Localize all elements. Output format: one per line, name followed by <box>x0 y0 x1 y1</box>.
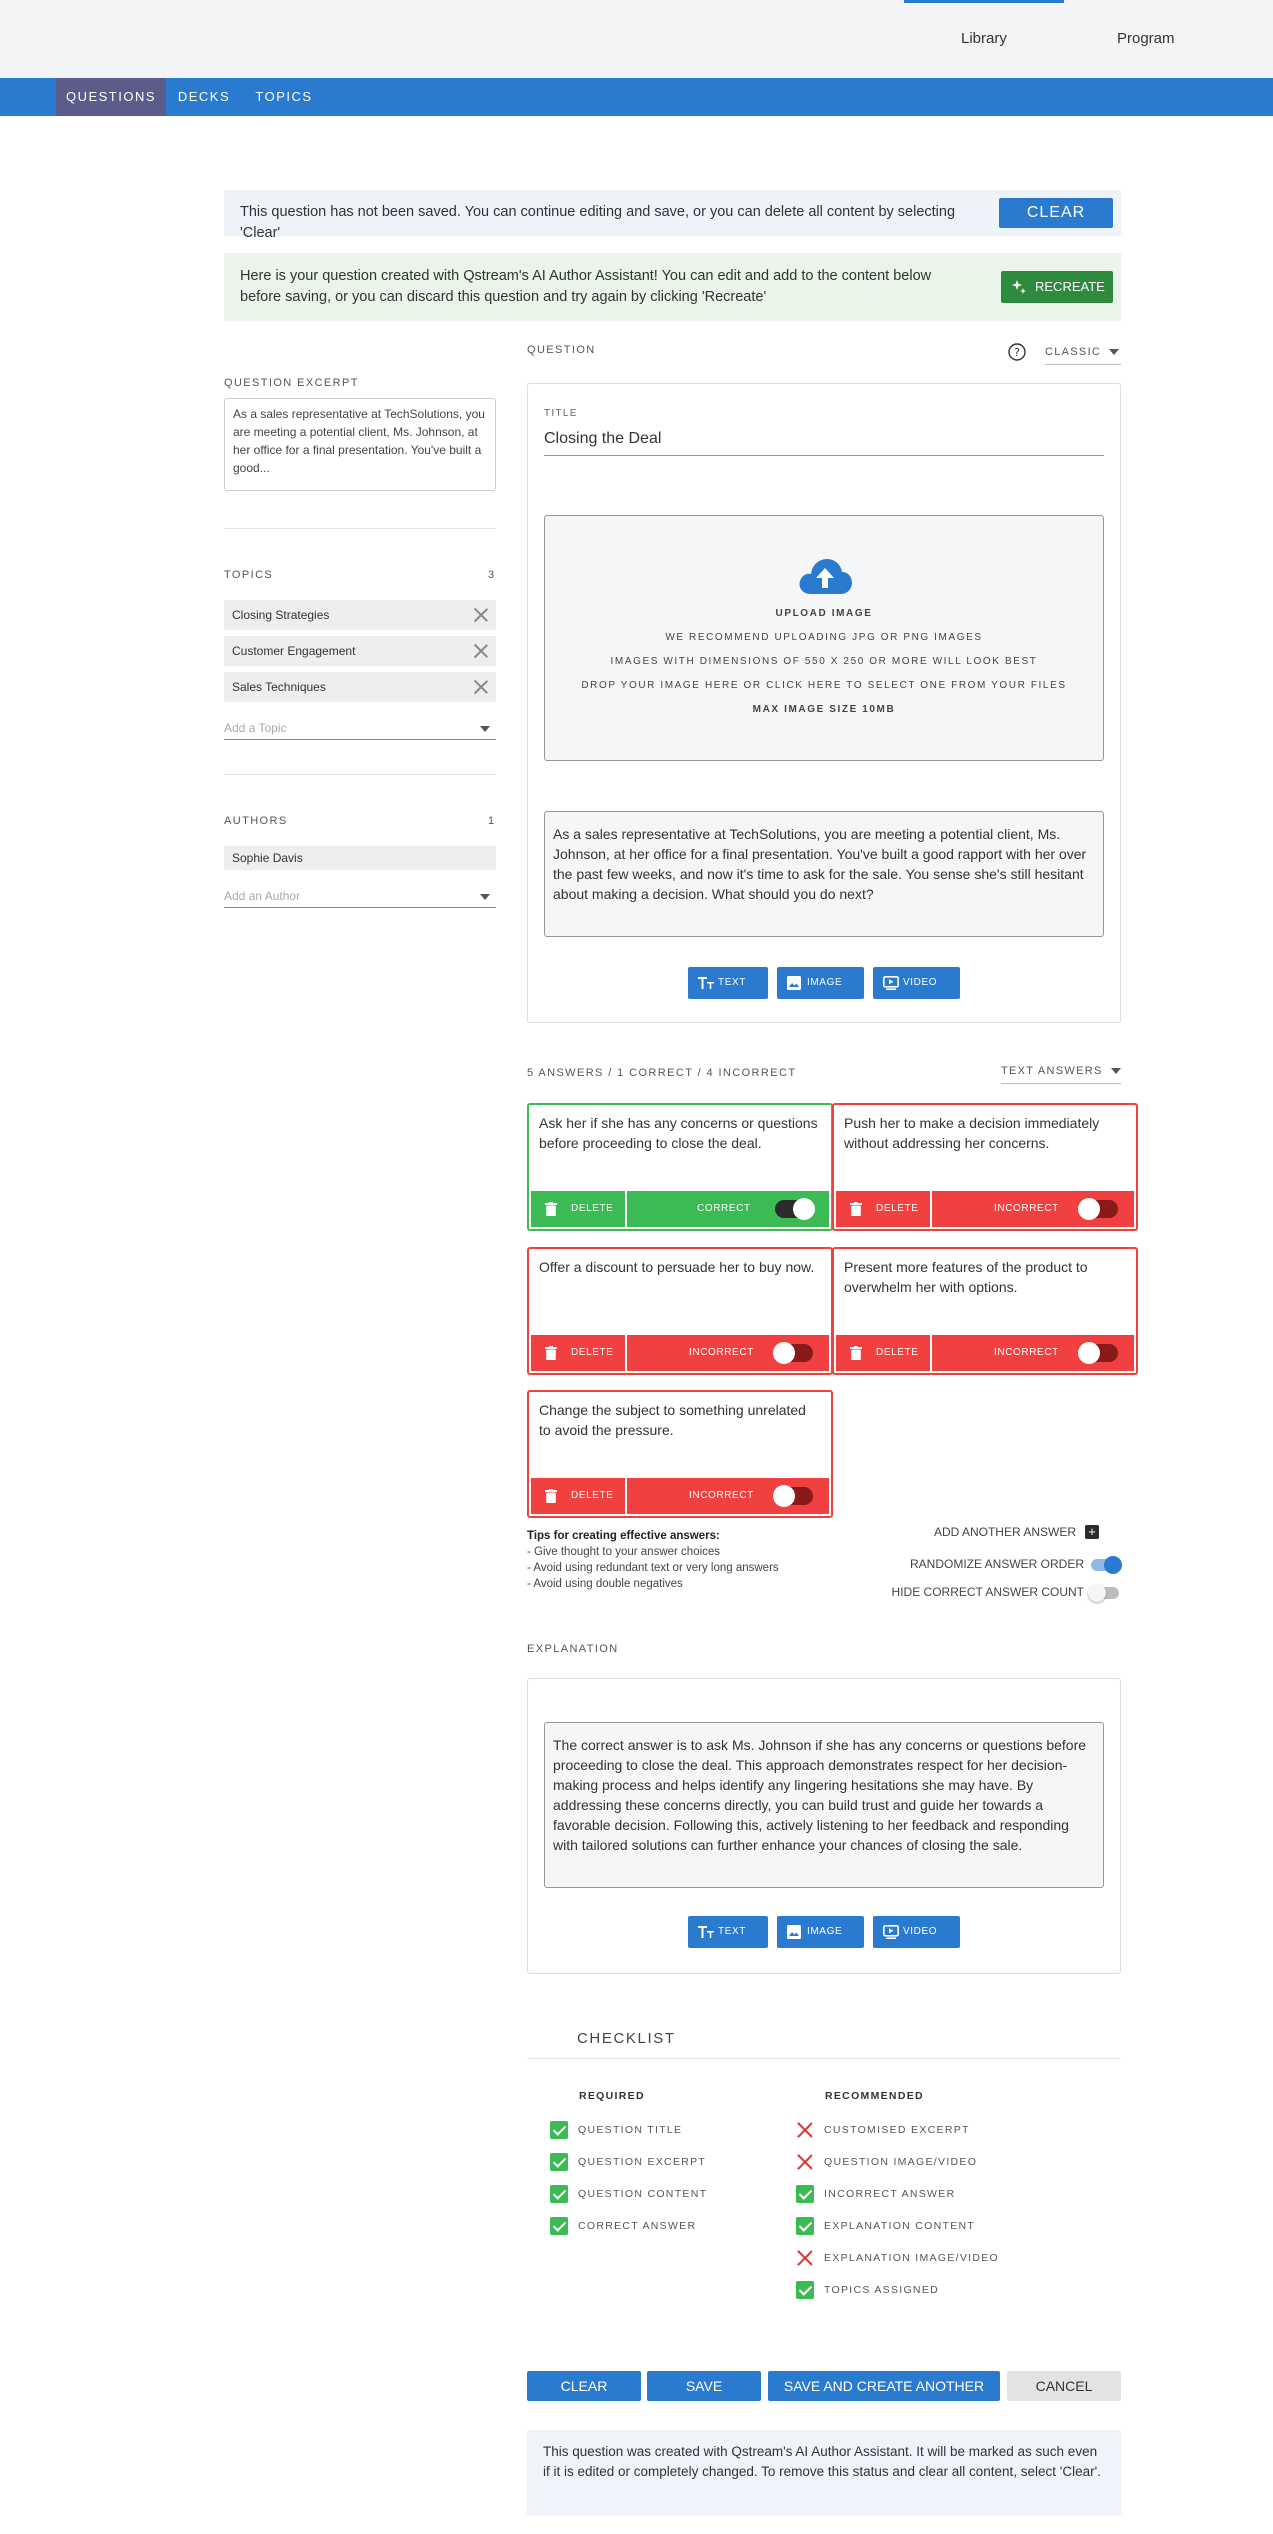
answer-actions <box>531 1478 829 1514</box>
add-answer-label[interactable]: ADD ANOTHER ANSWER <box>933 1525 1076 1539</box>
correct-toggle[interactable] <box>1080 1344 1118 1362</box>
delete-answer-button[interactable] <box>531 1478 625 1514</box>
hide-count-toggle[interactable] <box>1091 1587 1119 1599</box>
explanation-content-field[interactable]: The correct answer is to ask Ms. Johnson if she has any concerns or questions before proceeding to close the deal. This approach demonstrates respect for her decision-making process and helps identify any lingering hesitations she may have. By addressing these concerns directly, you can build trust and guide her towards a favorable decision. Following this, actively listening to her feedback and responding with tailored solutions can further enhance your chances of closing the sale. <box>544 1722 1104 1888</box>
answer-status-label: INCORRECT <box>994 1203 1059 1214</box>
topic-chip <box>224 672 496 702</box>
tip-item: - Give thought to your answer choices <box>527 1546 721 1558</box>
divider <box>527 2058 1121 2059</box>
add-topic-placeholder: Add a Topic <box>224 721 287 735</box>
upload-hint-size: MAX IMAGE SIZE 10MB <box>752 704 896 715</box>
authors-label: AUTHORS <box>224 815 288 827</box>
tip-item: - Avoid using redundant text or very long answers <box>527 1562 779 1574</box>
question-section-label: QUESTION <box>527 344 596 356</box>
plus-icon[interactable]: + <box>1085 1525 1099 1539</box>
randomize-label: RANDOMIZE ANSWER ORDER <box>909 1557 1084 1571</box>
tab-topics[interactable]: TOPICS <box>255 89 313 104</box>
delete-answer-button[interactable] <box>836 1191 930 1227</box>
divider <box>224 528 496 529</box>
checklist-item-topics-assigned: TOPICS ASSIGNED <box>796 2281 939 2299</box>
answer-status[interactable] <box>627 1191 829 1227</box>
top-bar <box>0 0 1273 78</box>
delete-answer-button[interactable] <box>836 1335 930 1371</box>
section-tabs <box>0 78 1273 116</box>
topic-chip-label: Customer Engagement <box>232 644 356 658</box>
remove-topic-icon[interactable] <box>474 608 488 622</box>
text-format-icon <box>698 976 714 990</box>
check-icon <box>550 2121 568 2139</box>
hide-count-label: HIDE CORRECT ANSWER COUNT <box>891 1585 1084 1599</box>
answer-status[interactable] <box>627 1478 829 1514</box>
text-format-icon <box>698 1925 714 1939</box>
add-topic-select[interactable] <box>224 716 496 740</box>
question-mark-icon[interactable] <box>1008 343 1026 361</box>
delete-answer-button[interactable] <box>531 1335 625 1371</box>
author-chip-label: Sophie Davis <box>232 851 303 865</box>
clear-button[interactable]: CLEAR <box>527 2371 641 2401</box>
upload-hint-format: WE RECOMMEND UPLOADING JPG OR PNG IMAGES <box>665 632 983 643</box>
add-video-button[interactable] <box>873 967 960 999</box>
topic-chip <box>224 636 496 666</box>
correct-toggle[interactable] <box>775 1487 813 1505</box>
checklist-item-question-content: QUESTION CONTENT <box>550 2185 707 2203</box>
answer-tips <box>527 1528 779 1592</box>
checklist-item-correct-answer: CORRECT ANSWER <box>550 2217 696 2235</box>
title-label: TITLE <box>544 408 578 419</box>
checklist-item-explanation-media: EXPLANATION IMAGE/VIDEO <box>796 2249 999 2267</box>
remove-topic-icon[interactable] <box>474 680 488 694</box>
ai-status-note: This question was created with Qstream's AI Author Assistant. It will be marked as such even if it is edited or completely changed. To remove this status and clear all content, select 'Clear'. <box>527 2430 1121 2516</box>
question-mode-select[interactable] <box>1045 346 1121 365</box>
cancel-button[interactable]: CANCEL <box>1007 2371 1121 2401</box>
randomize-toggle[interactable] <box>1091 1559 1119 1571</box>
answer-status[interactable] <box>932 1335 1134 1371</box>
image-dropzone[interactable] <box>544 515 1104 761</box>
svg-text:?: ? <box>1014 346 1020 359</box>
tips-title: Tips for creating effective answers: <box>527 1530 720 1542</box>
answer-card <box>832 1247 1138 1375</box>
check-icon <box>550 2185 568 2203</box>
answer-text-field[interactable]: Ask her if she has any concerns or questions before proceeding to close the deal. <box>539 1115 818 1151</box>
excerpt-field[interactable]: As a sales representative at TechSolutions, you are meeting a potential client, Ms. Johnson, at her office for a final presentation. You've built a good... <box>224 398 496 491</box>
upload-hint-dimensions: IMAGES WITH DIMENSIONS OF 550 X 250 OR MORE WILL LOOK BEST <box>610 656 1038 667</box>
sparkle-icon <box>1011 279 1027 295</box>
add-text-button[interactable] <box>688 967 768 999</box>
answer-card <box>527 1247 833 1375</box>
delete-answer-label: DELETE <box>876 1347 919 1358</box>
check-icon <box>550 2153 568 2171</box>
add-video-label: VIDEO <box>903 977 938 988</box>
add-author-placeholder: Add an Author <box>224 889 301 903</box>
trash-icon <box>545 1489 557 1503</box>
trash-icon <box>850 1346 862 1360</box>
video-icon <box>883 976 899 990</box>
add-image-button[interactable] <box>777 967 864 999</box>
answer-text-field[interactable]: Push her to make a decision immediately without addressing her concerns. <box>844 1115 1100 1151</box>
recreate-button[interactable] <box>1001 271 1113 303</box>
unsaved-banner-text: This question has not been saved. You can continue editing and save, or you can delete all content by selecting 'Clear' <box>240 204 956 241</box>
nav-program-link[interactable]: Program <box>1117 30 1175 47</box>
add-video-button[interactable] <box>873 1916 960 1948</box>
author-chip <box>224 846 496 870</box>
question-content-field[interactable]: As a sales representative at TechSolutions, you are meeting a potential client, Ms. Johnson, at her office for a final presentation. You've built a good rapport with her over the past few weeks, and now it's time to ask for the sale. You sense she's still hesitant about making a decision. What should you do next? <box>544 811 1104 937</box>
topic-chip-label: Sales Techniques <box>232 680 326 694</box>
topics-count: 3 <box>488 569 495 581</box>
trash-icon <box>545 1202 557 1216</box>
ai-banner <box>224 253 1121 321</box>
answer-text-field[interactable]: Offer a discount to persuade her to buy now. <box>539 1259 815 1275</box>
nav-library-link[interactable]: Library <box>961 30 1007 47</box>
unsaved-banner <box>224 190 1121 241</box>
image-icon <box>787 1925 801 1939</box>
answer-text-field[interactable]: Change the subject to something unrelated to avoid the pressure. <box>539 1402 806 1438</box>
chevron-down-icon <box>480 726 490 732</box>
add-text-button[interactable] <box>688 1916 768 1948</box>
explanation-section-label: EXPLANATION <box>527 1643 619 1655</box>
trash-icon <box>545 1346 557 1360</box>
answer-card <box>527 1390 833 1518</box>
add-image-label: IMAGE <box>807 977 843 988</box>
title-input[interactable]: Closing the Deal <box>544 426 1104 456</box>
cross-icon <box>797 2154 813 2170</box>
cross-icon <box>797 2122 813 2138</box>
answer-status-label: INCORRECT <box>689 1490 754 1501</box>
cloud-upload-icon <box>797 556 853 596</box>
answer-actions <box>531 1191 829 1227</box>
delete-answer-button[interactable] <box>531 1191 625 1227</box>
question-mode-value: CLASSIC <box>1045 346 1102 358</box>
add-video-label: VIDEO <box>903 1926 938 1937</box>
image-icon <box>787 976 801 990</box>
answer-status-label: INCORRECT <box>689 1347 754 1358</box>
add-image-button[interactable] <box>777 1916 864 1948</box>
add-text-label: TEXT <box>718 977 746 988</box>
answer-status[interactable] <box>627 1335 829 1371</box>
correct-toggle[interactable] <box>775 1200 813 1218</box>
save-button[interactable]: SAVE <box>647 2371 761 2401</box>
upload-heading: UPLOAD IMAGE <box>775 608 873 619</box>
answer-card <box>832 1103 1138 1231</box>
check-icon <box>796 2281 814 2299</box>
tab-questions[interactable]: QUESTIONS <box>56 78 166 116</box>
delete-answer-label: DELETE <box>571 1490 614 1501</box>
chevron-down-icon <box>1111 1068 1121 1074</box>
topics-label: TOPICS <box>224 569 274 581</box>
delete-answer-label: DELETE <box>876 1203 919 1214</box>
tip-item: - Avoid using double negatives <box>527 1578 683 1590</box>
trash-icon <box>850 1202 862 1216</box>
ai-banner-text: Here is your question created with Qstream's AI Author Assistant! You can edit and add to the content below before saving, or you can discard this question and try again by clicking 'Recreate' <box>240 268 932 305</box>
answer-status[interactable] <box>932 1191 1134 1227</box>
check-icon <box>796 2185 814 2203</box>
top-nav-active-indicator <box>904 0 1064 3</box>
answers-summary: 5 ANSWERS / 1 CORRECT / 4 INCORRECT <box>527 1067 797 1079</box>
answer-actions <box>836 1191 1134 1227</box>
checklist-item-incorrect-answer: INCORRECT ANSWER <box>796 2185 955 2203</box>
checklist-item-question-media: QUESTION IMAGE/VIDEO <box>796 2153 977 2171</box>
checklist-item-explanation-content: EXPLANATION CONTENT <box>796 2217 975 2235</box>
clear-button-top[interactable]: CLEAR <box>999 198 1113 228</box>
save-and-create-another-button[interactable]: SAVE AND CREATE ANOTHER <box>768 2371 1000 2401</box>
check-icon <box>796 2217 814 2235</box>
remove-topic-icon[interactable] <box>474 644 488 658</box>
delete-answer-label: DELETE <box>571 1203 614 1214</box>
checklist-title: CHECKLIST <box>577 2030 676 2047</box>
answer-mode-select[interactable] <box>1001 1065 1121 1084</box>
recreate-button-label: RECREATE <box>1035 279 1105 294</box>
answer-status-label: CORRECT <box>697 1203 751 1214</box>
excerpt-label: QUESTION EXCERPT <box>224 377 359 389</box>
chevron-down-icon <box>1109 349 1119 355</box>
answer-card <box>527 1103 833 1231</box>
recommended-heading: RECOMMENDED <box>825 2090 924 2102</box>
checklist-item-question-excerpt: QUESTION EXCERPT <box>550 2153 706 2171</box>
answer-status-label: INCORRECT <box>994 1347 1059 1358</box>
video-icon <box>883 1925 899 1939</box>
topic-chip <box>224 600 496 630</box>
topic-chip-label: Closing Strategies <box>232 608 330 622</box>
authors-count: 1 <box>488 815 495 827</box>
answer-mode-value: TEXT ANSWERS <box>1001 1065 1103 1077</box>
tab-decks[interactable]: DECKS <box>177 89 231 104</box>
correct-toggle[interactable] <box>1080 1200 1118 1218</box>
answer-text-field[interactable]: Present more features of the product to overwhelm her with options. <box>844 1259 1088 1295</box>
answer-actions <box>531 1335 829 1371</box>
add-text-label: TEXT <box>718 1926 746 1937</box>
divider <box>224 774 496 775</box>
correct-toggle[interactable] <box>775 1344 813 1362</box>
checklist-item-question-title: QUESTION TITLE <box>550 2121 682 2139</box>
add-author-select[interactable] <box>224 884 496 908</box>
delete-answer-label: DELETE <box>571 1347 614 1358</box>
checklist-item-customised-excerpt: CUSTOMISED EXCERPT <box>796 2121 970 2139</box>
check-icon <box>550 2217 568 2235</box>
cross-icon <box>797 2250 813 2266</box>
add-image-label: IMAGE <box>807 1926 843 1937</box>
upload-hint-drop: DROP YOUR IMAGE HERE OR CLICK HERE TO SELECT ONE FROM YOUR FILES <box>581 680 1067 691</box>
chevron-down-icon <box>480 894 490 900</box>
required-heading: REQUIRED <box>579 2090 645 2102</box>
answer-actions <box>836 1335 1134 1371</box>
